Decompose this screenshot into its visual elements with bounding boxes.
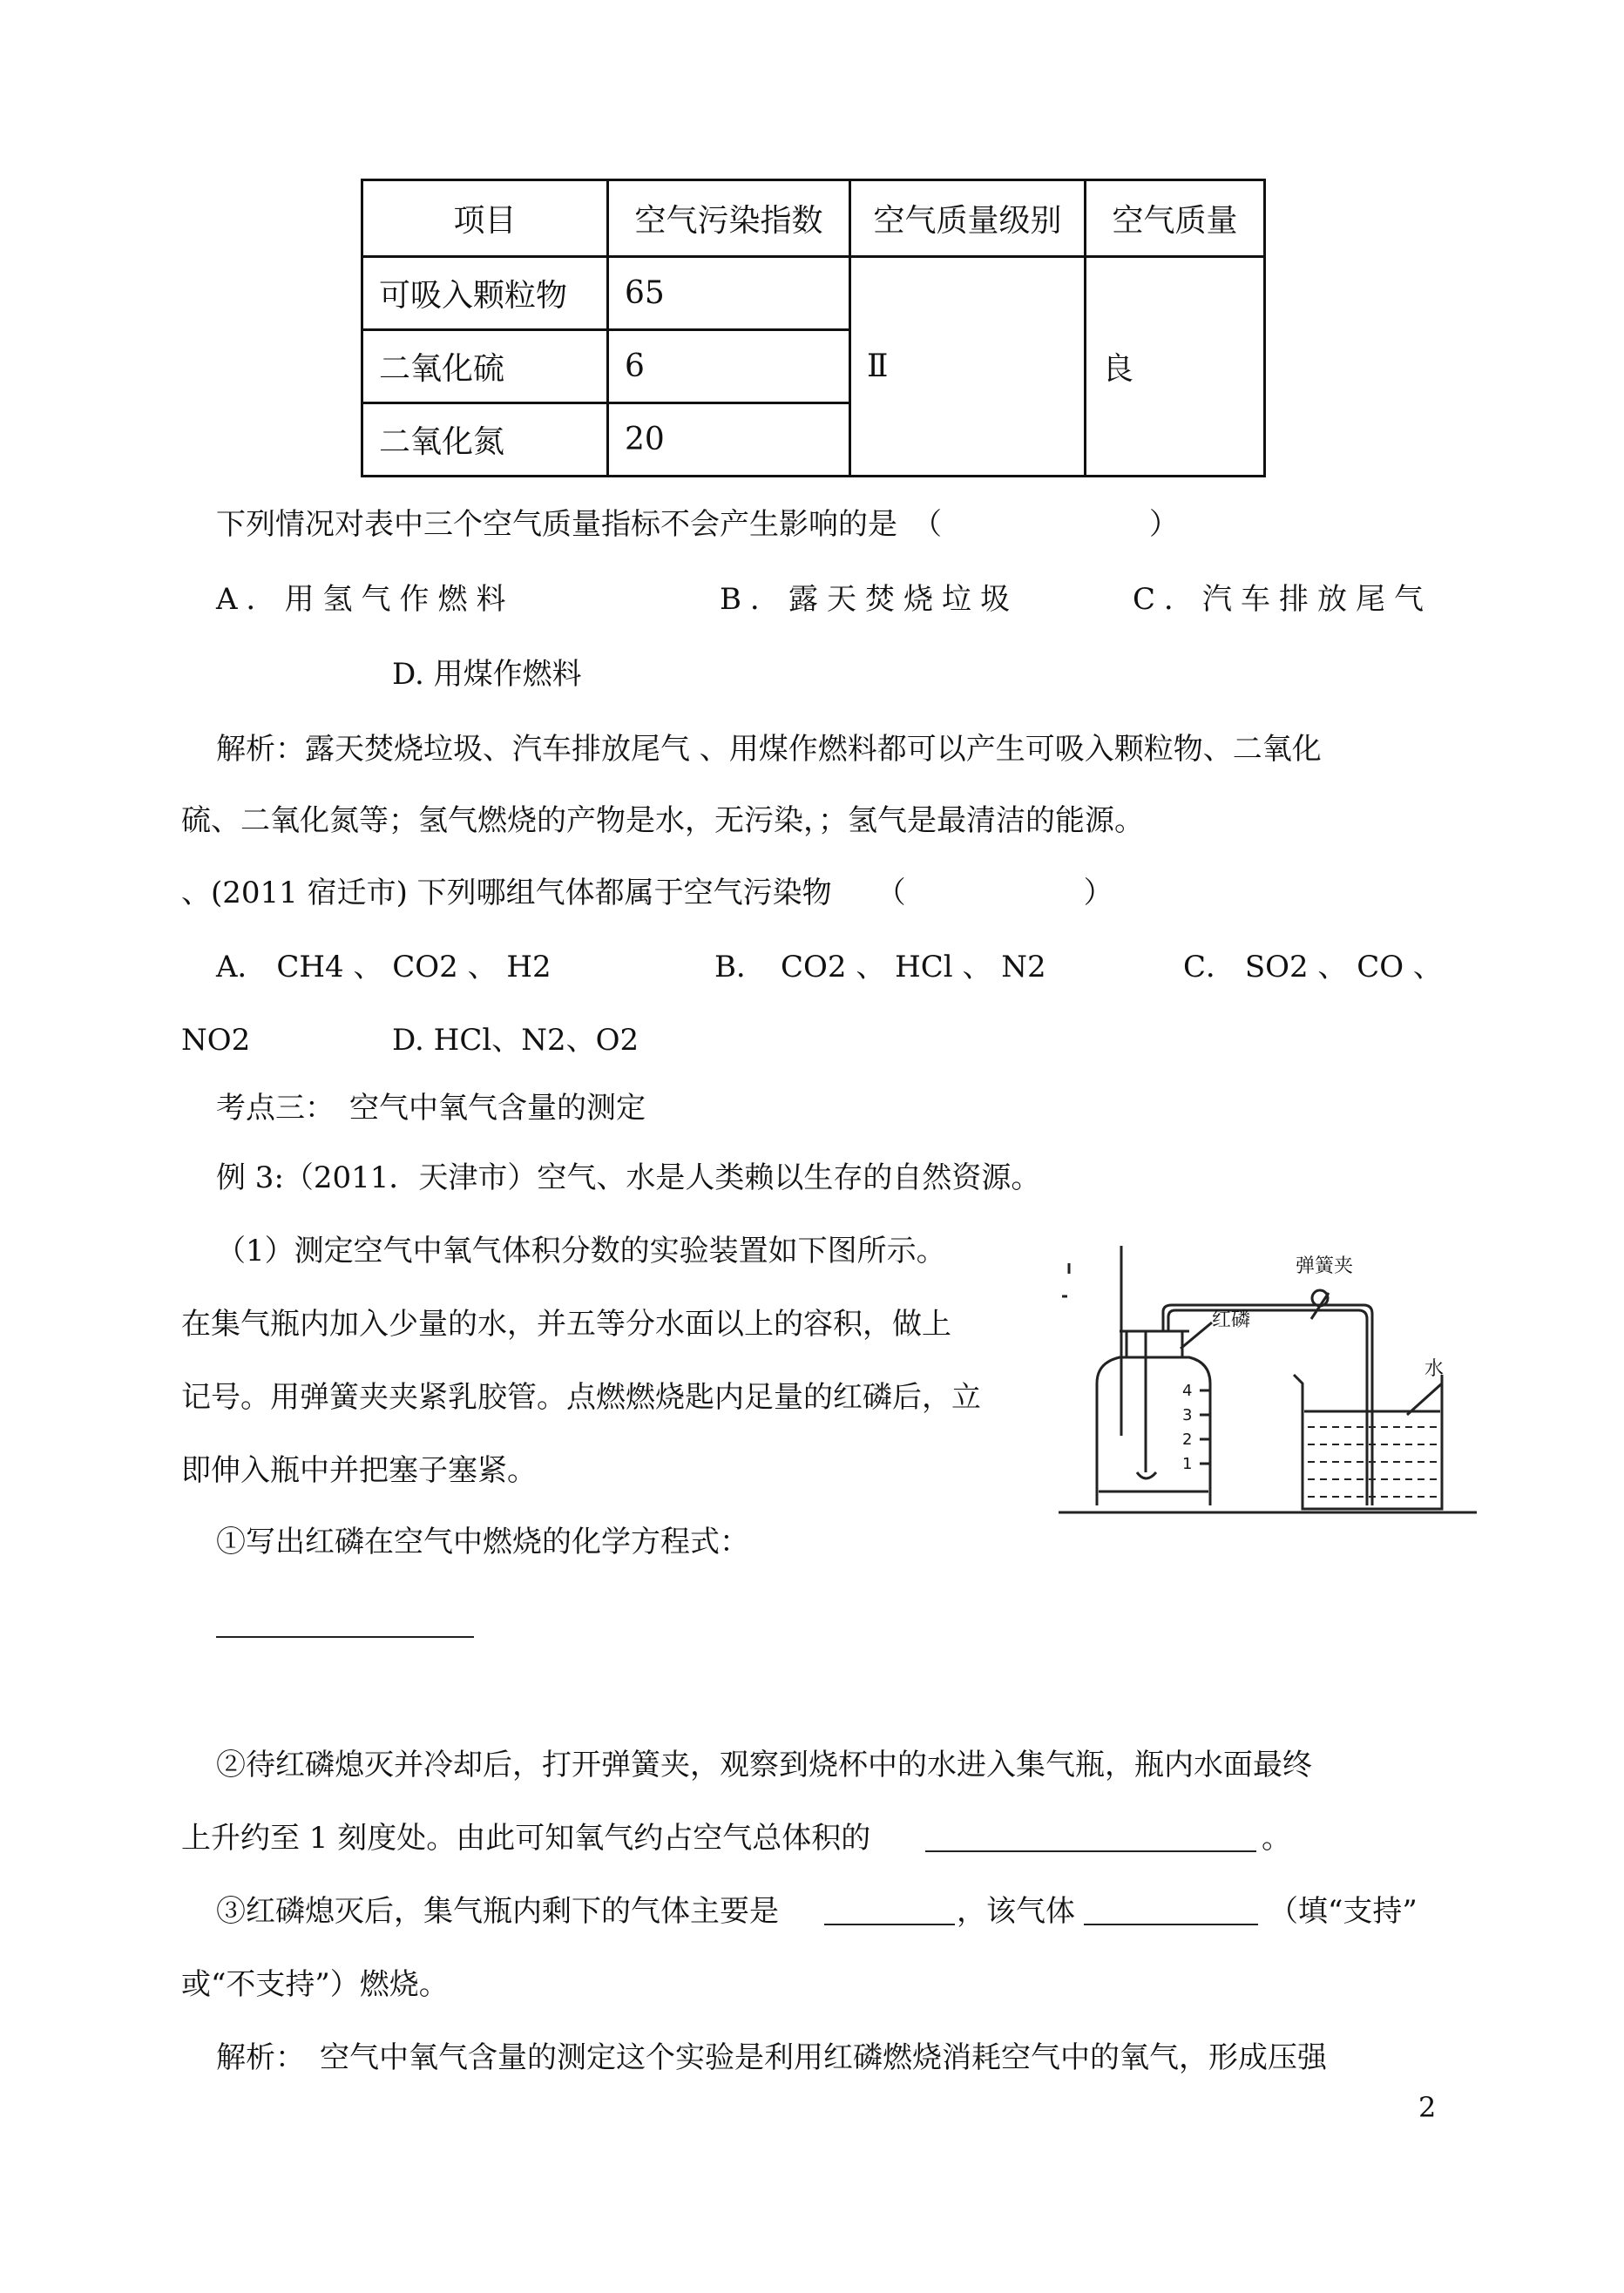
scale-mark: 3	[1182, 1406, 1193, 1424]
header-item: 项目	[362, 180, 608, 257]
q2-option-c-cont: NO2	[181, 1023, 251, 1058]
paragraph-line: 即伸入瓶中并把塞子塞紧。	[181, 1453, 537, 1488]
q1-option-b: B．露天焚烧垃圾	[720, 582, 1018, 617]
table-header-row	[362, 180, 1265, 257]
air-quality-table	[361, 179, 1266, 477]
q1-option-c: C．汽车排放尾气	[1133, 582, 1433, 617]
label-red-phosphorus: 红磷	[1212, 1309, 1251, 1331]
cell-item: 二氧化氮	[362, 403, 608, 477]
answer-blank-4[interactable]	[1084, 1924, 1258, 1925]
paragraph-line: 记号。用弹簧夹夹紧乳胶管。点燃燃烧匙内足量的红磷后，立	[181, 1380, 981, 1415]
cell-quality: 良	[1086, 257, 1265, 477]
section-title: 考点三： 空气中氧气含量的测定	[216, 1091, 646, 1126]
sub-question-3: ③红磷熄灭后，集气瓶内剩下的气体主要是	[216, 1894, 779, 1929]
answer-blank-1[interactable]	[216, 1636, 474, 1638]
cell-index: 20	[608, 403, 850, 477]
header-level: 空气质量级别	[850, 180, 1086, 257]
label-water: 水	[1424, 1358, 1445, 1380]
header-index: 空气污染指数	[608, 180, 850, 257]
q2-option-b: B． CO2 、 HCl 、 N2	[714, 950, 1046, 984]
q1-option-a: A．用氢气作燃料	[216, 582, 515, 617]
sub-question-2-end: 。	[1262, 1821, 1291, 1856]
q1-option-d: D. 用煤作燃料	[392, 657, 582, 692]
q1-analysis-cont: 硫、二氧化氮等；氢气燃烧的产物是水，无污染，；氢气是最清洁的能源。	[181, 803, 1144, 838]
scale-mark: 1	[1182, 1455, 1193, 1473]
header-quality: 空气质量	[1086, 180, 1265, 257]
q2-stem: 、(2011 宿迁市) 下列哪组气体都属于空气污染物 （ ）	[181, 876, 1113, 910]
answer-blank-2[interactable]	[925, 1850, 1256, 1852]
q2-option-c: C． SO2 、 CO 、	[1183, 950, 1443, 984]
paragraph-line: （1）测定空气中氧气体积分数的实验装置如下图所示。	[216, 1234, 946, 1268]
cell-item: 二氧化硫	[362, 330, 608, 403]
scale-mark: 2	[1182, 1431, 1193, 1449]
q1-analysis: 解析：露天焚烧垃圾、汽车排放尾气 、用煤作燃料都可以产生可吸入颗粒物、二氧化	[216, 732, 1322, 767]
cell-item: 可吸入颗粒物	[362, 257, 608, 330]
paragraph-line: 在集气瓶内加入少量的水，并五等分水面以上的容积，做上	[181, 1307, 951, 1342]
answer-blank-3[interactable]	[824, 1924, 955, 1925]
q1-stem: 下列情况对表中三个空气质量指标不会产生影响的是 （ ）	[216, 507, 1179, 542]
sub-question-1: ①写出红磷在空气中燃烧的化学方程式：	[216, 1525, 749, 1559]
sub-question-3-end: （填“支持”	[1269, 1894, 1418, 1929]
scale-mark: 4	[1182, 1382, 1193, 1400]
cell-index: 65	[608, 257, 850, 330]
q2-option-a: A． CH4 、 CO2 、 H2	[216, 950, 551, 984]
page-number: 2	[1418, 2091, 1437, 2124]
table-row	[362, 257, 1265, 330]
sub-question-2-cont: 上升约至 1 刻度处。由此可知氧气约占空气总体积的	[181, 1821, 871, 1856]
sub-question-3-mid: ，该气体	[957, 1894, 1075, 1929]
cell-index: 6	[608, 330, 850, 403]
q2-option-d: D. HCl、N2、O2	[392, 1023, 639, 1058]
sub-question-3-cont: 或“不支持”）燃烧。	[181, 1967, 449, 2002]
example-3: 例 3:（2011．天津市）空气、水是人类赖以生存的自然资源。	[216, 1160, 1041, 1195]
analysis-line: 解析： 空气中氧气含量的测定这个实验是利用红磷燃烧消耗空气中的氧气，形成压强	[216, 2040, 1327, 2075]
cell-level: Ⅱ	[850, 257, 1086, 477]
sub-question-2: ②待红磷熄灭并冷却后，打开弹簧夹，观察到烧杯中的水进入集气瓶，瓶内水面最终	[216, 1748, 1312, 1782]
label-spring-clamp: 弹簧夹	[1296, 1255, 1354, 1277]
apparatus-figure	[1059, 1244, 1477, 1523]
